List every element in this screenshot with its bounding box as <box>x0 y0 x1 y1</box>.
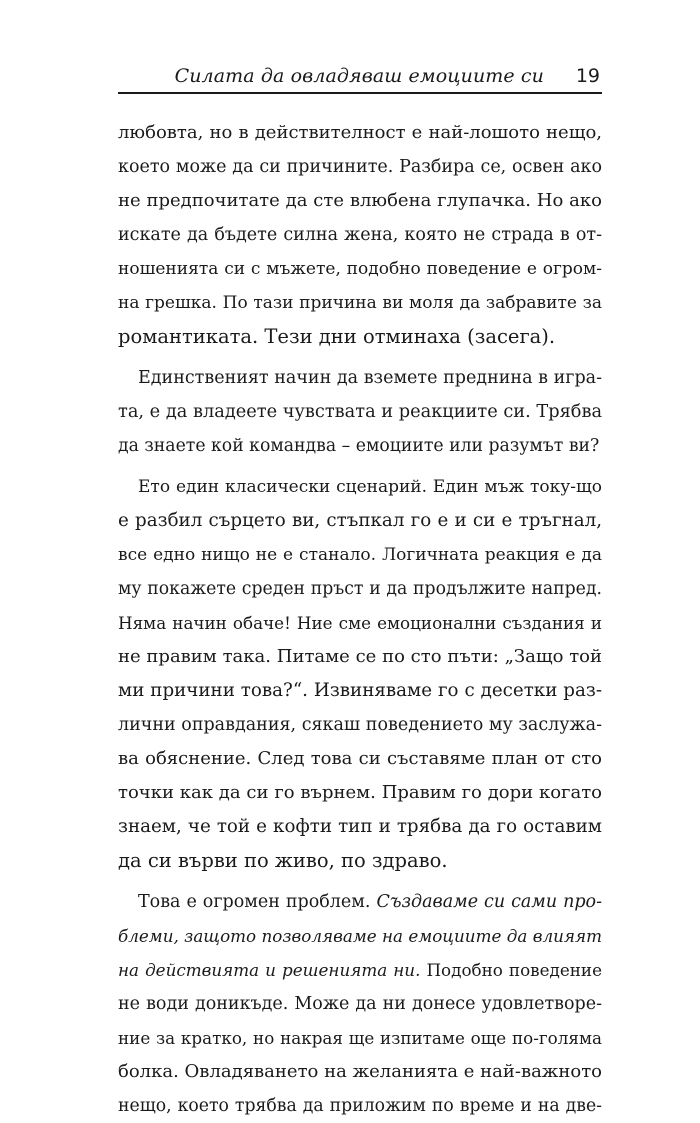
italic-text-run: на действията и решенията ни. <box>118 960 421 980</box>
running-title: Силата да овладяваш емоциите си <box>174 65 544 87</box>
text-run: не води доникъде. Може да ни донесе удовлетворе- <box>118 994 602 1014</box>
text-line: ми причини това?“. Извиняваме го с десетки раз- <box>118 680 602 701</box>
text-line <box>118 1089 602 1123</box>
text-line <box>118 885 602 919</box>
body-text <box>118 116 602 1123</box>
text-run: Това е огромен проблем. <box>138 892 377 912</box>
text-line: любовта, но в действителност е най-лошото нещо, <box>118 122 602 143</box>
text-line: да си върви по живо, по здраво. <box>118 849 448 872</box>
text-line: ношенията си с мъжете, подобно поведение е огром- <box>118 259 602 279</box>
text-line: знаем, че той е кофти тип и трябва да го оставим <box>118 816 602 837</box>
text-line: лични оправдания, сякаш поведението му заслужа- <box>118 715 602 735</box>
paragraph <box>118 885 602 1123</box>
text-line: точки как да си го върнем. Правим го дори когато <box>118 782 602 803</box>
paragraph <box>118 116 602 354</box>
text-line <box>118 987 602 1021</box>
text-line: е разбил сърцето ви, стъпкал го е и си е тръгнал, <box>118 510 602 531</box>
text-line <box>118 1021 602 1055</box>
text-line: Единственият начин да вземете преднина в игра- <box>138 368 602 388</box>
paragraph <box>118 470 602 878</box>
text-line: не правим така. Питаме се по сто пъти: „Защо той <box>118 646 602 667</box>
text-line: на грешка. По тази причина ви моля да забравите за <box>118 293 602 313</box>
text-line: та, е да владеете чувствата и реакциите си. Трябва <box>118 402 603 422</box>
text-line: Няма начин обаче! Ние сме емоционални създания и <box>118 613 602 633</box>
page-number: 19 <box>575 65 600 87</box>
text-run: ние за кратко, но накрая ще изпитаме още по-голяма <box>118 1028 602 1048</box>
text-line: ва обяснение. След това си съставяме план от сто <box>118 748 602 769</box>
text-line: не предпочитате да сте влюбена глупачка. Но ако <box>118 190 602 211</box>
text-line: което може да си причините. Разбира се, освен ако <box>118 157 602 177</box>
italic-text-run: Създаваме си сами про- <box>376 892 602 912</box>
text-line: все едно нищо не е станало. Логичната реакция е да <box>118 545 602 565</box>
running-header <box>118 62 602 94</box>
paragraph <box>118 361 602 463</box>
text-line: искате да бъдете силна жена, която не страда в от- <box>118 225 602 245</box>
text-line: да знаете кой командва – емоциите или разумът ви? <box>118 436 600 456</box>
text-line <box>118 1055 602 1089</box>
text-line <box>118 953 602 987</box>
italic-text-run: блеми, защото позволяваме на емоциите да влияят <box>118 926 602 946</box>
text-line <box>118 919 602 953</box>
text-run: нещо, което трябва да приложим по време и на две- <box>118 1096 602 1116</box>
text-run: Подобно поведение <box>420 960 602 980</box>
text-run: болка. Овладяването на желанията е най-важното <box>118 1061 602 1082</box>
text-line: романтиката. Тези дни отминаха (засега). <box>118 325 556 348</box>
text-line: му покажете среден пръст и да продължите напред. <box>118 579 602 599</box>
text-line: Ето един класически сценарий. Един мъж току-що <box>138 477 602 497</box>
